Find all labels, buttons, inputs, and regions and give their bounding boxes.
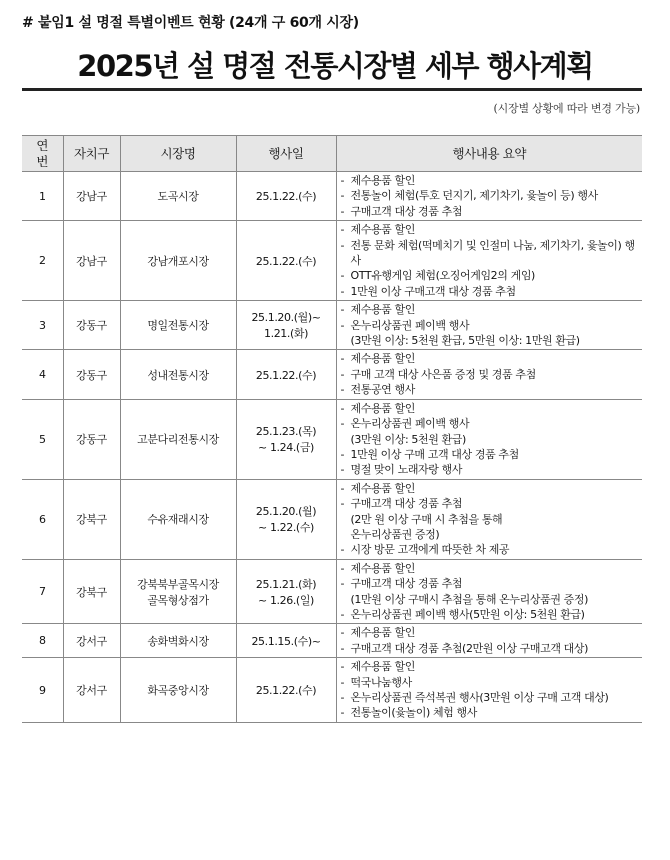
- row-event-summary: [336, 624, 642, 658]
- table-row: [22, 559, 642, 624]
- summary-item-text: 제수용품 할인: [350, 660, 415, 674]
- bullet-dash: -: [340, 223, 345, 237]
- summary-item: [341, 561, 641, 576]
- row-event-date-text: 25.1.20.(월)~ 1.21.(화): [251, 311, 321, 341]
- summary-item: [341, 576, 641, 607]
- summary-item: [341, 641, 641, 656]
- row-event-date-text: 25.1.20.(월) ~ 1.22.(수): [255, 505, 317, 535]
- row-district-text: 강서구: [76, 684, 107, 697]
- summary-item-text: 온누리상품권 페이백 행사(5만원 이상: 5천원 환급): [350, 607, 585, 621]
- bullet-dash: -: [340, 401, 345, 415]
- table-row: [22, 479, 642, 559]
- bullet-dash: -: [340, 447, 345, 461]
- bullet-dash: -: [340, 417, 345, 431]
- row-number-text: 8: [38, 634, 46, 648]
- header-market: 시장명: [120, 136, 236, 172]
- bullet-dash: -: [340, 626, 345, 640]
- summary-item: [341, 302, 641, 317]
- row-district: [63, 399, 120, 479]
- bullet-dash: -: [340, 318, 345, 332]
- row-district: [63, 172, 120, 221]
- row-event-date-text: 25.1.23.(목) ~ 1.24.(금): [255, 425, 317, 455]
- summary-item: [341, 496, 641, 542]
- summary-item-text: 1만원 이상 구매고객 대상 경품 추첨: [350, 284, 516, 298]
- row-market-name-text: 성내전통시장: [147, 368, 209, 382]
- summary-item: [341, 222, 641, 237]
- summary-item-text: 제수용품 할인: [350, 223, 415, 237]
- summary-item-text: 시장 방문 고객에게 따뜻한 차 제공: [350, 543, 510, 557]
- bullet-dash: -: [340, 561, 345, 575]
- row-district: [63, 301, 120, 350]
- row-number: [22, 172, 63, 221]
- summary-item-text: 구매고객 대상 경품 추첨 (2만 원 이상 구매 시 추첨을 통해 온누리상품권 증정): [350, 497, 503, 541]
- row-event-date: [236, 658, 336, 723]
- row-market-name: [120, 301, 236, 350]
- bullet-dash: -: [340, 238, 345, 252]
- summary-item-text: 전통공연 행사: [350, 383, 415, 397]
- event-plan-table: [22, 135, 642, 723]
- summary-item-text: 제수용품 할인: [350, 561, 415, 575]
- summary-item-text: 떡국나눔행사: [350, 675, 412, 689]
- summary-item-text: 구매 고객 대상 사은품 증정 및 경품 추첨: [350, 367, 536, 381]
- row-market-name-text: 명일전통시장: [147, 319, 209, 333]
- row-event-summary: [336, 350, 642, 399]
- attachment-label: # 붙임1 설 명절 특별이벤트 현황 (24개 구 60개 시장): [22, 15, 359, 31]
- summary-item: [341, 204, 641, 219]
- row-number-text: 3: [38, 318, 46, 332]
- summary-item-text: 제수용품 할인: [350, 303, 415, 317]
- summary-item-text: 전통놀이(윷놀이) 체험 행사: [350, 706, 477, 720]
- row-event-summary: [336, 479, 642, 559]
- summary-item: [341, 173, 641, 188]
- summary-item: [341, 188, 641, 203]
- summary-item: [341, 416, 641, 447]
- table-row: [22, 172, 642, 221]
- summary-item-text: 온누리상품권 즉석복권 행사(3만원 이상 구매 고객 대상): [350, 691, 609, 704]
- summary-item: [341, 401, 641, 416]
- header-district: 자치구: [63, 136, 120, 172]
- row-event-date: [236, 399, 336, 479]
- bullet-dash: -: [340, 284, 345, 298]
- table-row: [22, 399, 642, 479]
- bullet-dash: -: [340, 706, 345, 720]
- row-event-summary: [336, 221, 642, 301]
- header-summary: 행사내용 요약: [336, 136, 642, 172]
- row-market-name: [120, 658, 236, 723]
- summary-item: [341, 690, 641, 705]
- header-date: 행사일: [236, 136, 336, 172]
- bullet-dash: -: [340, 352, 345, 366]
- row-number: [22, 559, 63, 624]
- row-number-text: 1: [38, 189, 46, 203]
- bullet-dash: -: [340, 189, 345, 203]
- row-district-text: 강남구: [76, 190, 107, 204]
- row-event-summary: [336, 399, 642, 479]
- row-event-date: [236, 172, 336, 221]
- summary-item-text: 구매고객 대상 경품 추첨: [350, 204, 463, 218]
- summary-item-text: 명절 맞이 노래자랑 행사: [350, 463, 463, 477]
- row-event-date-text: 25.1.22.(수): [255, 368, 317, 382]
- document-title: 2025년 설 명절 전통시장별 세부 행사계획: [77, 49, 593, 83]
- row-number: [22, 479, 63, 559]
- row-market-name: [120, 624, 236, 658]
- bullet-dash: -: [340, 204, 345, 218]
- row-event-summary: [336, 172, 642, 221]
- bullet-dash: -: [340, 383, 345, 397]
- row-market-name: [120, 350, 236, 399]
- row-number-text: 9: [38, 683, 46, 697]
- summary-item-text: 제수용품 할인: [350, 626, 415, 640]
- bullet-dash: -: [340, 543, 345, 557]
- row-event-summary: [336, 559, 642, 624]
- row-event-summary: [336, 301, 642, 350]
- summary-item: [341, 675, 641, 690]
- bullet-dash: -: [340, 660, 345, 674]
- summary-item-text: 제수용품 할인: [350, 352, 415, 366]
- summary-item: [341, 447, 641, 462]
- summary-item-text: 1만원 이상 구매 고객 대상 경품 추첨: [350, 447, 519, 461]
- row-market-name-text: 도곡시장: [157, 190, 199, 204]
- summary-item-text: 구매고객 대상 경품 추첨 (1만원 이상 구매시 추첨을 통해 온누리상품권 증정): [350, 577, 588, 606]
- bullet-dash: -: [340, 691, 345, 704]
- bullet-dash: -: [340, 481, 345, 495]
- row-district-text: 강동구: [76, 368, 107, 382]
- bullet-dash: -: [340, 463, 345, 477]
- table-row: [22, 301, 642, 350]
- row-district-text: 강북구: [76, 585, 107, 599]
- change-note: (시장별 상황에 따라 변경 가능): [493, 102, 640, 115]
- summary-item: [341, 705, 641, 720]
- row-number: [22, 350, 63, 399]
- summary-item: [341, 238, 641, 269]
- bullet-dash: -: [340, 607, 345, 621]
- bullet-dash: -: [340, 675, 345, 689]
- row-market-name: [120, 479, 236, 559]
- summary-item: [341, 284, 641, 299]
- row-market-name: [120, 221, 236, 301]
- row-number-text: 2: [38, 254, 46, 268]
- bullet-dash: -: [340, 367, 345, 381]
- row-market-name: [120, 172, 236, 221]
- row-event-date-text: 25.1.15.(수)~: [251, 634, 321, 648]
- row-number: [22, 301, 63, 350]
- summary-item: [341, 318, 641, 349]
- summary-item: [341, 268, 641, 283]
- summary-item-text: 온누리상품권 페이백 행사 (3만원 이상: 5천원 환급, 5만원 이상: 1만원 환급): [350, 318, 580, 348]
- bullet-dash: -: [340, 269, 345, 283]
- header-no: 연 번: [22, 136, 63, 172]
- summary-item: [341, 382, 641, 397]
- row-number-text: 4: [38, 368, 46, 382]
- row-district-text: 강서구: [76, 634, 107, 648]
- row-market-name-text: 고분다리전통시장: [137, 433, 219, 447]
- row-district-text: 강남구: [76, 254, 107, 268]
- row-number: [22, 658, 63, 723]
- summary-item-text: 전통놀이 체험(투호 던지기, 제기차기, 윷놀이 등) 행사: [350, 189, 598, 203]
- summary-item: [341, 367, 641, 382]
- summary-item-text: OTT유행게임 체험(오징어게임2의 게임): [350, 269, 535, 283]
- row-market-name-text: 송화벽화시장: [147, 634, 209, 648]
- row-district-text: 강북구: [76, 513, 107, 527]
- table-header-row: [22, 136, 642, 172]
- bullet-dash: -: [340, 303, 345, 317]
- row-number-text: 5: [38, 432, 46, 446]
- row-district: [63, 479, 120, 559]
- row-district-text: 강동구: [76, 433, 107, 447]
- row-market-name-text: 강남개포시장: [147, 254, 209, 268]
- row-event-summary: [336, 658, 642, 723]
- row-district: [63, 559, 120, 624]
- row-market-name-text: 화곡중앙시장: [147, 684, 209, 697]
- row-event-date: [236, 479, 336, 559]
- row-number: [22, 221, 63, 301]
- row-number: [22, 399, 63, 479]
- summary-item-text: 제수용품 할인: [350, 481, 415, 495]
- summary-item: [341, 481, 641, 496]
- bullet-dash: -: [340, 174, 345, 187]
- summary-item: [341, 659, 641, 674]
- table-row: [22, 350, 642, 399]
- row-event-date: [236, 301, 336, 350]
- row-market-name-text: 수유재래시장: [147, 513, 209, 527]
- row-event-date-text: 25.1.22.(수): [255, 684, 317, 697]
- bullet-dash: -: [340, 641, 345, 655]
- row-number-text: 6: [38, 512, 46, 526]
- row-number-text: 7: [38, 585, 46, 599]
- summary-item-text: 전통 문화 체험(떡메치기 및 인절미 나눔, 제기차기, 윷놀이) 행사: [350, 238, 635, 268]
- row-event-date: [236, 350, 336, 399]
- row-district: [63, 658, 120, 723]
- row-district-text: 강동구: [76, 319, 107, 333]
- summary-item: [341, 542, 641, 557]
- table-row: [22, 624, 642, 658]
- row-district: [63, 350, 120, 399]
- row-market-name-text: 강북북부골목시장 골목형상점가: [137, 577, 219, 607]
- summary-item-text: 제수용품 할인: [350, 401, 415, 415]
- summary-item: [341, 607, 641, 622]
- summary-item: [341, 462, 641, 477]
- row-event-date-text: 25.1.21.(화) ~ 1.26.(일): [255, 577, 317, 607]
- bullet-dash: -: [340, 497, 345, 511]
- summary-item: [341, 351, 641, 366]
- summary-item: [341, 625, 641, 640]
- row-market-name: [120, 399, 236, 479]
- table-row: [22, 221, 642, 301]
- summary-item-text: 구매고객 대상 경품 추첨(2만원 이상 구매고객 대상): [350, 641, 588, 655]
- row-event-date: [236, 559, 336, 624]
- row-event-date-text: 25.1.22.(수): [255, 254, 317, 268]
- row-number: [22, 624, 63, 658]
- title-underline: [22, 88, 642, 91]
- table-row: [22, 658, 642, 723]
- row-event-date: [236, 221, 336, 301]
- summary-item-text: 제수용품 할인: [350, 174, 415, 187]
- row-district: [63, 221, 120, 301]
- row-event-date-text: 25.1.22.(수): [255, 190, 317, 204]
- row-event-date: [236, 624, 336, 658]
- summary-item-text: 온누리상품권 페이백 행사 (3만원 이상: 5천원 환급): [350, 417, 470, 446]
- row-district: [63, 624, 120, 658]
- bullet-dash: -: [340, 577, 345, 591]
- row-market-name: [120, 559, 236, 624]
